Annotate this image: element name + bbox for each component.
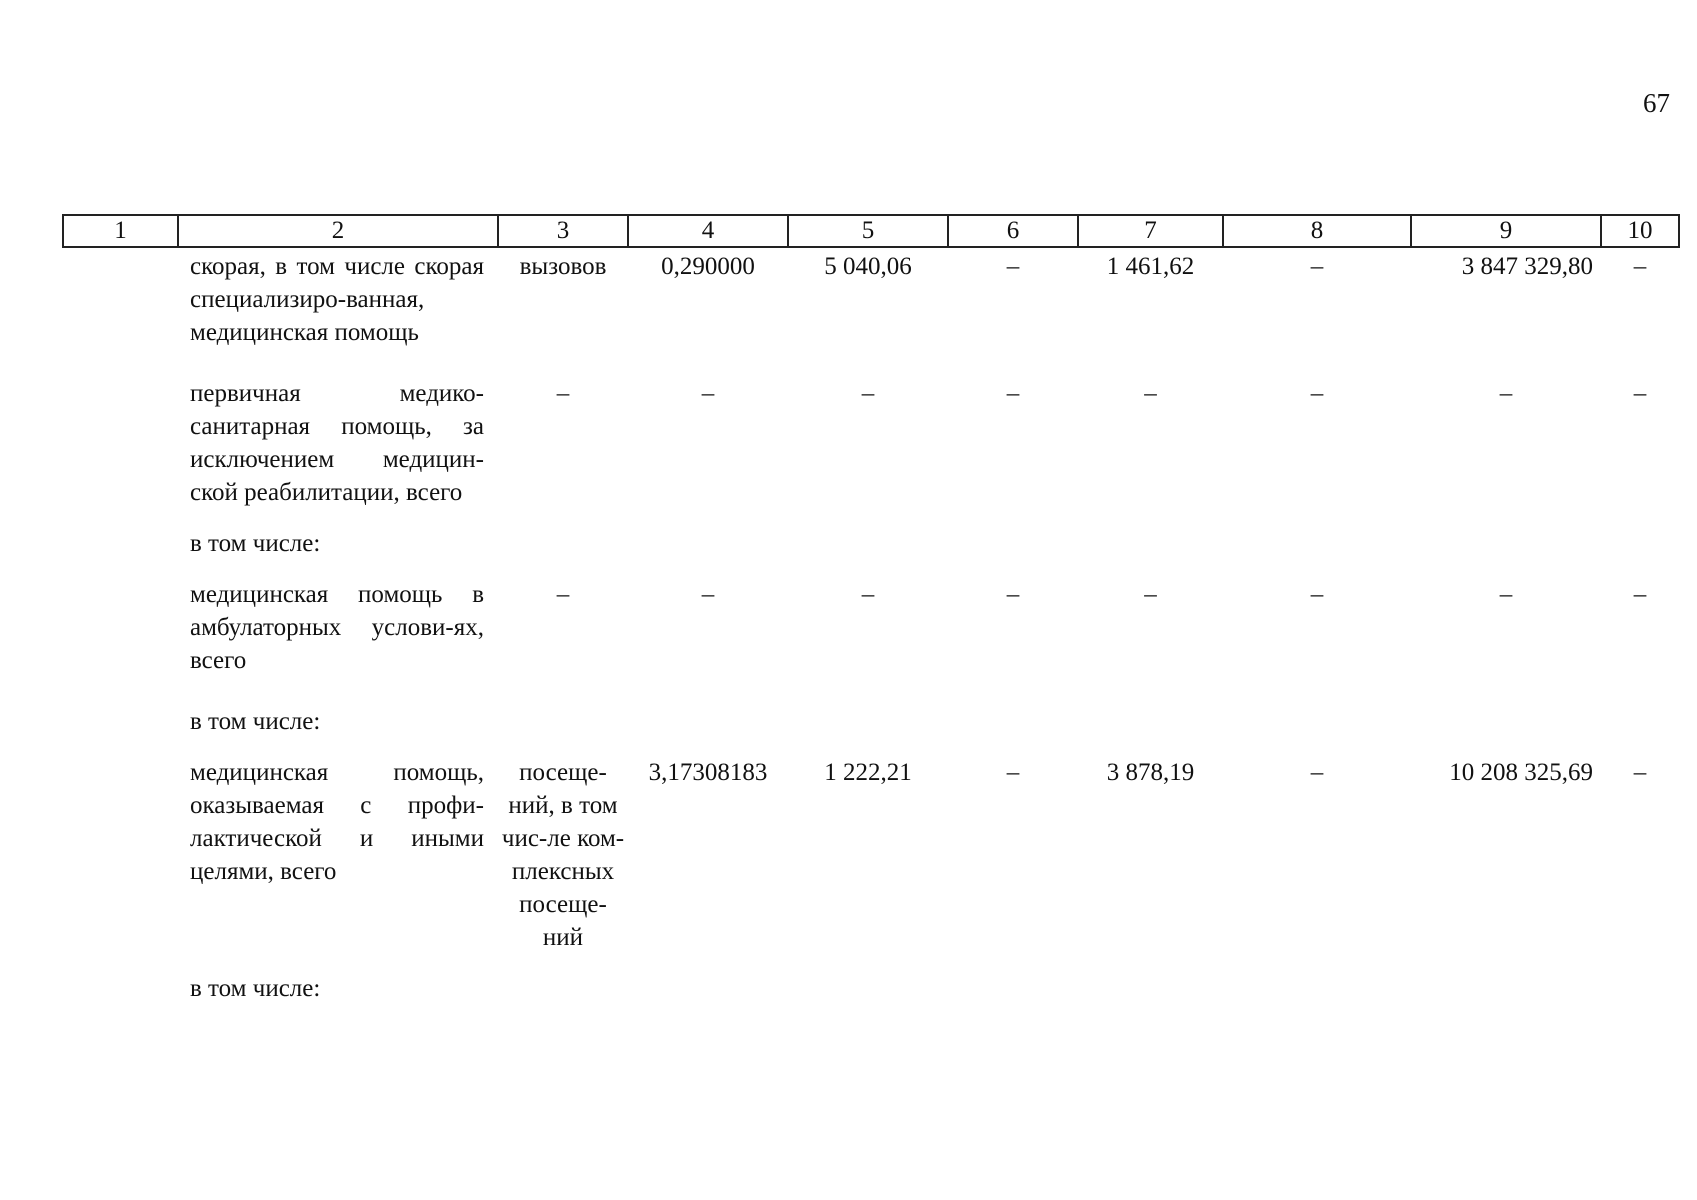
column-header: 6 (948, 215, 1078, 247)
row-name: скорая, в том числе скорая специализиро-ванная, медицинская помощь (190, 253, 484, 346)
cell-col9: – (1499, 380, 1513, 407)
page-number: 67 (1643, 88, 1670, 118)
row-unit: – (556, 581, 570, 608)
cell-col5: 1 222,21 (824, 759, 912, 786)
column-header: 9 (1411, 215, 1601, 247)
cell-col4: 0,290000 (661, 253, 755, 280)
cell-col8: – (1310, 759, 1324, 786)
column-header: 10 (1601, 215, 1679, 247)
cell-col4: – (701, 380, 715, 407)
column-number-row (63, 215, 1679, 247)
cell-col10: – (1633, 759, 1647, 786)
cell-col5: 5 040,06 (824, 253, 912, 280)
cell-col9: 10 208 325,69 (1449, 759, 1593, 786)
cell-empty (63, 703, 178, 754)
cell-col10: – (1633, 581, 1647, 608)
table-row (63, 525, 1679, 576)
table-row (63, 375, 1679, 525)
cell-col5: – (861, 380, 875, 407)
row-subheading: в том числе: (190, 530, 321, 557)
cell-empty (63, 970, 178, 1005)
cell-col8: – (1310, 380, 1324, 407)
cell-col9: 3 847 329,80 (1461, 253, 1593, 280)
table-row (63, 703, 1679, 754)
tariff-table (62, 214, 1680, 1005)
cell-col6: – (1006, 253, 1020, 280)
cell-col6: – (1006, 581, 1020, 608)
cell-empty (63, 576, 178, 703)
table-row (63, 754, 1679, 970)
table-row (63, 970, 1679, 1005)
cell-empty (63, 525, 178, 576)
column-header: 1 (63, 215, 178, 247)
table-row (63, 247, 1679, 375)
table-row (63, 576, 1679, 703)
row-name: первичная медико-санитарная помощь, за исключением медицин-ской реабилитации, всего (190, 380, 484, 506)
row-unit: – (556, 380, 570, 407)
cell-col5: – (861, 581, 875, 608)
cell-col7: 3 878,19 (1106, 759, 1195, 786)
cell-col8: – (1310, 253, 1324, 280)
cell-col7: – (1144, 581, 1157, 608)
row-subheading: в том числе: (190, 975, 321, 1002)
cell-col7: 1 461,62 (1106, 253, 1195, 280)
cell-col6: – (1006, 380, 1020, 407)
row-name: медицинская помощь в амбулаторных услови-ях, всего (190, 581, 484, 674)
cell-col4: – (701, 581, 715, 608)
row-unit: вызовов (519, 253, 607, 280)
cell-col6: – (1006, 759, 1020, 786)
cell-col10: – (1633, 253, 1647, 280)
cell-col10: – (1633, 380, 1647, 407)
cell-col7: – (1144, 380, 1157, 407)
cell-col9: – (1499, 581, 1513, 608)
row-subheading: в том числе: (190, 708, 321, 735)
column-header: 4 (628, 215, 788, 247)
cell-col4: 3,17308183 (648, 759, 768, 786)
row-name: медицинская помощь, оказываемая с профи-лактической и иными целями, всего (190, 759, 484, 885)
column-header: 8 (1223, 215, 1411, 247)
cell-empty (63, 247, 178, 375)
row-unit: посеще-ний, в том чис-ле ком-плексных посеще-ний (501, 759, 625, 951)
column-header: 5 (788, 215, 948, 247)
cell-col8: – (1310, 581, 1324, 608)
column-header: 7 (1078, 215, 1223, 247)
column-header: 3 (498, 215, 628, 247)
cell-empty (63, 754, 178, 970)
cell-empty (63, 375, 178, 525)
column-header: 2 (178, 215, 498, 247)
